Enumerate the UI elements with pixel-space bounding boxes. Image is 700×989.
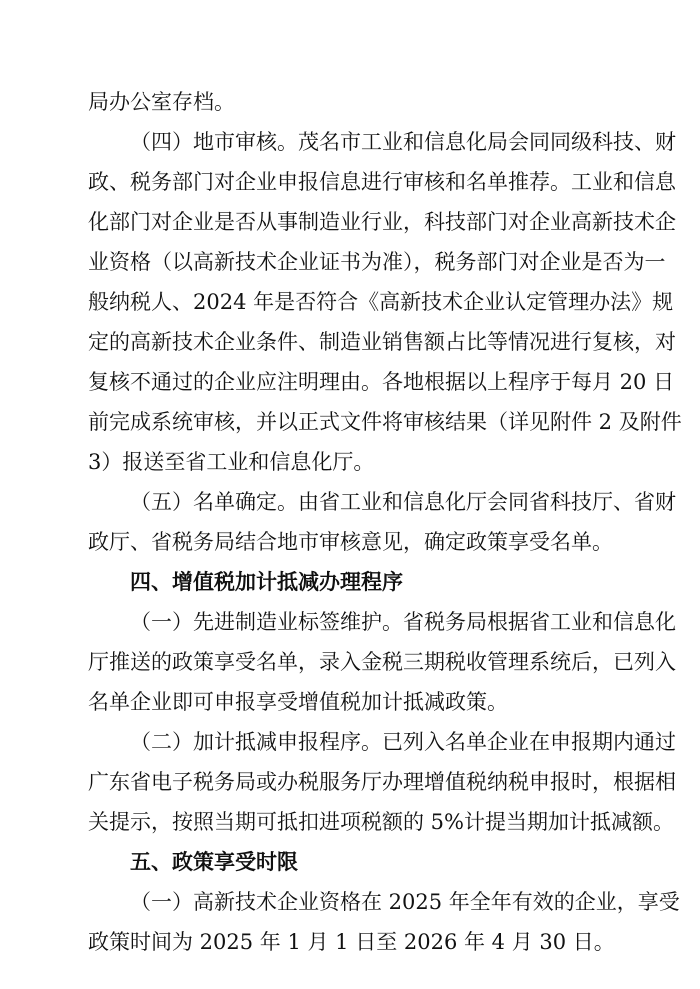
paragraph-line: （一）先进制造业标签维护。省税务局根据省工业和信息化	[130, 610, 676, 634]
paragraph-line: 广东省电子税务局或办税服务厅办理增值税纳税申报时，根据相	[88, 770, 676, 794]
section-heading: 四、增值税加计抵减办理程序	[130, 570, 403, 594]
paragraph-line: 厅推送的政策享受名单，录入金税三期税收管理系统后，已列入	[88, 650, 676, 674]
paragraph-line: （二）加计抵减申报程序。已列入名单企业在申报期内通过	[130, 730, 676, 754]
paragraph-line: 名单企业即可申报享受增值税加计抵减政策。	[88, 690, 508, 714]
paragraph-line: 业资格（以高新技术企业证书为准），税务部门对企业是否为一	[88, 250, 666, 274]
paragraph-line: （五）名单确定。由省工业和信息化厅会同省科技厅、省财	[130, 490, 676, 514]
section-heading: 五、政策享受时限	[130, 850, 298, 874]
paragraph-line: 关提示，按照当期可抵扣进项税额的 5%计提当期加计抵减额。	[88, 810, 674, 834]
paragraph-line: 定的高新技术企业条件、制造业销售额占比等情况进行复核，对	[88, 330, 676, 354]
paragraph-line: 复核不通过的企业应注明理由。各地根据以上程序于每月 20 日	[88, 370, 675, 394]
paragraph-line: 政策时间为 2025 年 1 月 1 日至 2026 年 4 月 30 日。	[88, 930, 615, 954]
paragraph-line: 政厅、省税务局结合地市审核意见，确定政策享受名单。	[88, 530, 613, 554]
paragraph-line: 政、税务部门对企业申报信息进行审核和名单推荐。工业和信息	[88, 170, 676, 194]
paragraph-line: 般纳税人、2024 年是否符合《高新技术企业认定管理办法》规	[88, 290, 674, 314]
paragraph-line: （四）地市审核。茂名市工业和信息化局会同同级科技、财	[130, 130, 676, 154]
paragraph-line: （一）高新技术企业资格在 2025 年全年有效的企业，享受	[130, 890, 680, 914]
paragraph-line: 局办公室存档。	[88, 90, 235, 114]
paragraph-line: 化部门对企业是否从事制造业行业，科技部门对企业高新技术企	[88, 210, 676, 234]
paragraph-line: 3）报送至省工业和信息化厅。	[88, 450, 375, 474]
paragraph-line: 前完成系统审核，并以正式文件将审核结果（详见附件 2 及附件	[88, 410, 682, 434]
